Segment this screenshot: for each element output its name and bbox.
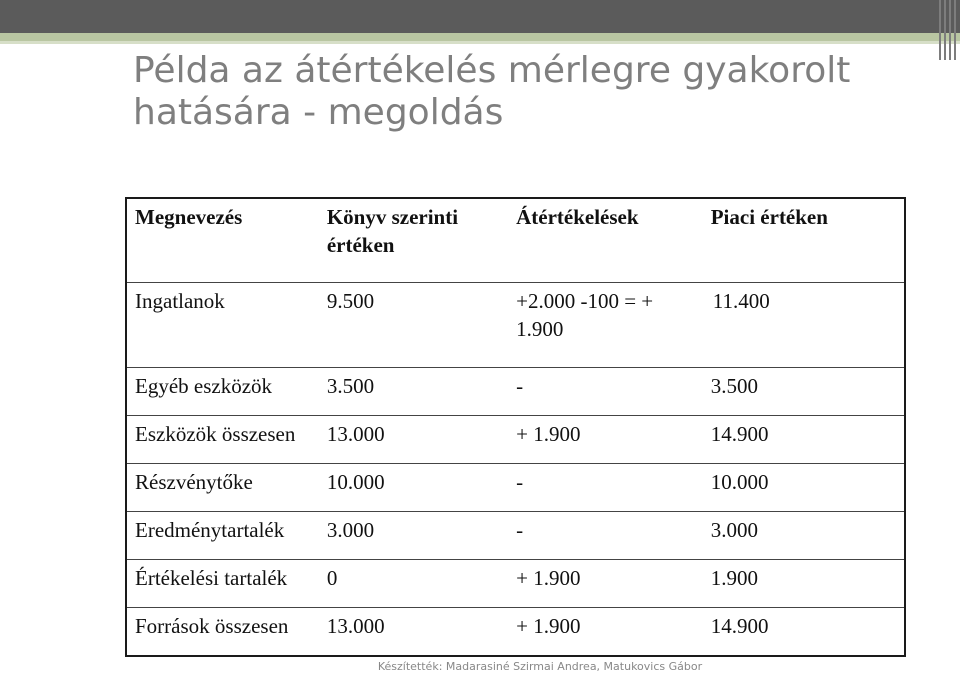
table-row xyxy=(126,283,905,367)
book-value: 9.500 xyxy=(319,283,508,367)
table-row xyxy=(126,559,905,607)
book-value: 13.000 xyxy=(319,415,508,463)
book-value: 13.000 xyxy=(319,607,508,656)
market-value: 10.000 xyxy=(703,463,905,511)
table-row xyxy=(126,463,905,511)
row-label: Eszközök összesen xyxy=(126,415,319,463)
table-row xyxy=(126,415,905,463)
table-row xyxy=(126,607,905,656)
balance-sheet-table xyxy=(125,197,906,657)
header-name: Megnevezés xyxy=(135,205,243,229)
accent-stripe-light xyxy=(0,41,960,44)
header-revaluation: Átértékelések xyxy=(516,205,639,229)
row-label: Források összesen xyxy=(126,607,319,656)
revaluation: + 1.900 xyxy=(508,559,703,607)
header-market-value: Piaci értéken xyxy=(710,205,828,229)
header-book-value: Könyv szerinti értéken xyxy=(326,205,459,257)
row-label: Ingatlanok xyxy=(126,283,319,367)
corner-decoration xyxy=(930,0,960,60)
book-value: 0 xyxy=(319,559,508,607)
row-label: Eredménytartalék xyxy=(126,511,319,559)
row-label: Értékelési tartalék xyxy=(126,559,319,607)
book-value: 10.000 xyxy=(319,463,508,511)
slide-title: Példa az átértékelés mérlegre gyakorolt hatására - megoldás xyxy=(133,50,851,133)
revaluation: - xyxy=(508,511,703,559)
revaluation: + 1.900 xyxy=(508,607,703,656)
slide-footer: Készítették: Madarasiné Szirmai Andrea, Matukovics Gábor xyxy=(377,660,703,673)
top-banner xyxy=(0,0,960,33)
market-value: 3.500 xyxy=(703,367,905,415)
table-row xyxy=(126,367,905,415)
book-value: 3.000 xyxy=(319,511,508,559)
accent-stripe xyxy=(0,33,960,41)
book-value: 3.500 xyxy=(319,367,508,415)
market-value: 1.900 xyxy=(703,559,905,607)
market-value: 11.400 xyxy=(703,283,905,367)
table-header-row xyxy=(126,198,905,283)
market-value: 14.900 xyxy=(703,607,905,656)
market-value: 3.000 xyxy=(703,511,905,559)
row-label: Részvénytőke xyxy=(126,463,319,511)
revaluation: - xyxy=(508,463,703,511)
market-value: 14.900 xyxy=(703,415,905,463)
revaluation: - xyxy=(508,367,703,415)
row-label: Egyéb eszközök xyxy=(126,367,319,415)
table-row xyxy=(126,511,905,559)
revaluation: + 1.900 xyxy=(508,415,703,463)
revaluation: +2.000 -100 = + 1.900 xyxy=(508,283,703,367)
